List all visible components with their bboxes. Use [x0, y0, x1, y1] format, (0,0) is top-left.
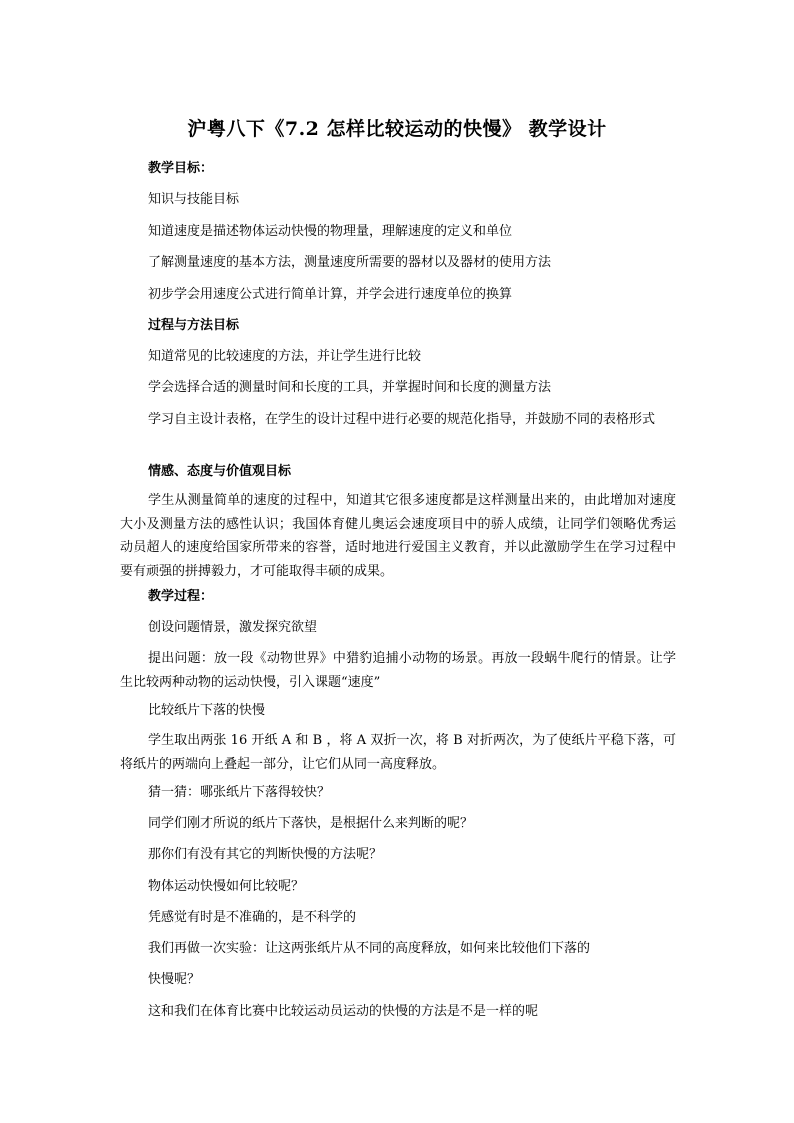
process-heading: 过程与方法目标: [148, 318, 240, 333]
teaching-item-6: 同学们刚才所说的纸片下落快，是根据什么来判断的呢？: [148, 816, 474, 831]
teaching-item-11: 快慢呢？: [148, 972, 201, 987]
knowledge-item-2: 了解测量速度的基本方法，测量速度所需要的器材以及器材的使用方法: [148, 255, 552, 270]
process-item-1: 知道常见的比较速度的方法，并让学生进行比较: [148, 349, 422, 364]
emotion-heading: 情感、态度与价值观目标: [148, 464, 292, 479]
process-item-2: 学会选择合适的测量时间和长度的工具，并掌握时间和长度的测量方法: [148, 380, 552, 395]
teaching-item-9: 凭感觉有时是不准确的，是不科学的: [148, 910, 357, 925]
emotion-paragraph: 学生从测量简单的速度的过程中，知道其它很多速度都是这样测量出来的，由此增加对速度大小及测量方法的感性认识；我国体育健儿奥运会速度项目中的骄人成绩，让同学们领略优秀运动员超人的速度给国家所带来的容誉，适时地进行爱国主义教育，并以此激励学生在学习过程中要有顽强的拼搏毅力，才可能取得丰硕的成果。: [120, 493, 676, 579]
teaching-item-3: 比较纸片下落的快慢: [148, 703, 266, 718]
knowledge-item-3: 初步学会用速度公式进行简单计算，并学会进行速度单位的换算: [148, 287, 513, 302]
teaching-item-4: 学生取出两张 16 开纸 A 和 B ，将 A 双折一次，将 B 对折两次，为了使纸片平稳下落，可将纸片的两端向上叠起一部分，让它们从同一高度释放。: [120, 733, 676, 772]
teaching-item-5: 猜一猜：哪张纸片下落得较快？: [148, 785, 331, 800]
teaching-item-7: 那你们有没有其它的判断快慢的方法呢？: [148, 847, 383, 862]
teaching-item-2: 提出问题：放一段《动物世界》中猎豹追捕小动物的场景。再放一段蜗牛爬行的情景。让学生比较两种动物的运动快慢，引入课题“速度”: [120, 651, 676, 690]
teaching-item-8: 物体运动快慢如何比较呢？: [148, 879, 305, 894]
teaching-item-1: 创设问题情景，激发探究欲望: [148, 620, 318, 635]
knowledge-item-1: 知道速度是描述物体运动快慢的物理量，理解速度的定义和单位: [148, 224, 513, 239]
teaching-item-12: 这和我们在体育比赛中比较运动员运动的快慢的方法是不是一样的呢: [148, 1004, 539, 1019]
teaching-heading: 教学过程：: [148, 589, 214, 604]
process-item-3: 学习自主设计表格，在学生的设计过程中进行必要的规范化指导，并鼓励不同的表格形式: [148, 412, 656, 427]
teaching-item-10: 我们再做一次实验：让这两张纸片从不同的高度释放，如何来比较他们下落的: [148, 941, 591, 956]
objectives-heading: 教学目标：: [148, 161, 214, 176]
document-title: 沪粤八下《7.2 怎样比较运动的快慢》 教学设计: [187, 118, 607, 140]
knowledge-heading: 知识与技能目标: [148, 192, 240, 207]
